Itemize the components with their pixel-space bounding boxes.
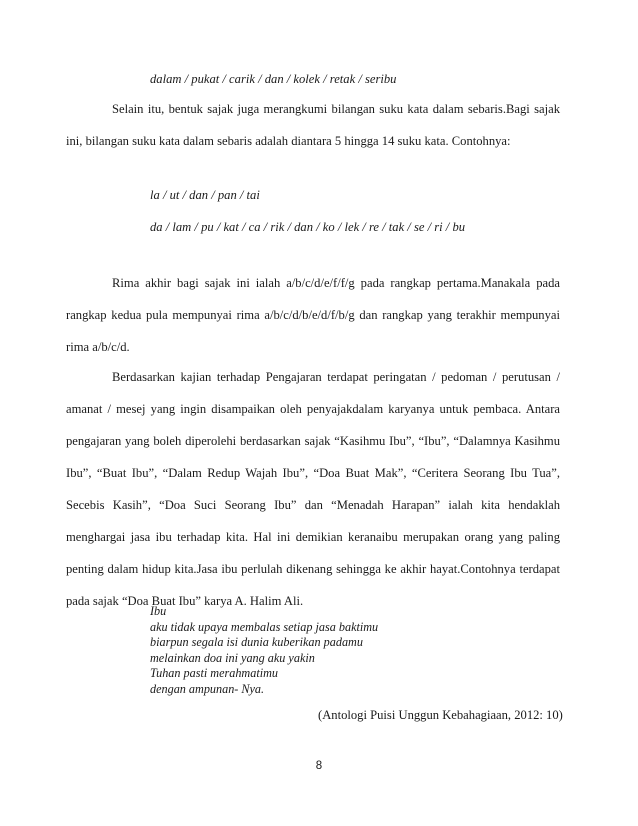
poem-line: aku tidak upaya membalas setiap jasa baktimu (150, 619, 379, 634)
paragraph-line: amanat / mesej yang ingin disampaikan oleh penyajakdalam karyanya untuk pembaca. Antara (66, 402, 560, 416)
paragraph-line: ini, bilangan suku kata dalam sebaris adalah diantara 5 hingga 14 suku kata. Contohnya: (66, 134, 511, 148)
syllable-example-line: dalam / pukat / carik / dan / kolek / retak / seribu (150, 72, 397, 86)
paragraph-line: Berdasarkan kajian terhadap Pengajaran terdapat peringatan / pedoman / perutusan / (112, 370, 560, 384)
paragraph-line: rangkap kedua pula mempunyai rima a/b/c/d/b/e/d/f/b/g dan rangkap yang terakhir mempunyai (66, 308, 560, 322)
syllable-example-line: da / lam / pu / kat / ca / rik / dan / ko / lek / re / tak / se / ri / bu (150, 220, 466, 234)
paragraph-line: Secebis Kasih”, “Doa Suci Seorang Ibu” dan “Menadah Harapan” ialah kita hendaklah (66, 498, 560, 512)
citation: (Antologi Puisi Unggun Kebahagiaan, 2012: 10) (318, 708, 563, 722)
poem-line: melainkan doa ini yang aku yakin (150, 650, 315, 665)
paragraph-line: Selain itu, bentuk sajak juga merangkumi bilangan suku kata dalam sebaris.Bagi sajak (112, 102, 560, 116)
paragraph-line: menghargai jasa ibu terhadap kita. Hal ini demikian keranaibu merupakan orang yang paling (66, 530, 560, 544)
paragraph-line: pada sajak “Doa Buat Ibu” karya A. Halim Ali. (66, 594, 304, 608)
poem-line: Tuhan pasti merahmatimu (150, 666, 278, 681)
paragraph-line: Ibu”, “Buat Ibu”, “Dalam Redup Wajah Ibu”, “Doa Buat Mak”, “Ceritera Seorang Ibu Tua”, (66, 466, 560, 480)
syllable-example-line: la / ut / dan / pan / tai (150, 188, 260, 202)
poem-excerpt (150, 604, 378, 698)
paragraph-line: penting dalam hidup kita.Jasa ibu perlulah dikenang sehingga ke akhir hayat.Contohnya terdapat (66, 562, 560, 576)
page-number: 8 (315, 760, 323, 772)
paragraph-line: Rima akhir bagi sajak ini ialah a/b/c/d/e/f/f/g pada rangkap pertama.Manakala pada (112, 276, 560, 290)
paragraph-line: pengajaran yang boleh diperolehi berdasarkan sajak “Kasihmu Ibu”, “Ibu”, “Dalamnya Kasihmu (66, 434, 560, 448)
paragraph-line: rima a/b/c/d. (66, 340, 130, 354)
poem-line: dengan ampunan- Nya. (150, 681, 265, 696)
poem-line: Ibu (150, 604, 167, 618)
poem-line: biarpun segala isi dunia kuberikan padamu (150, 635, 363, 650)
